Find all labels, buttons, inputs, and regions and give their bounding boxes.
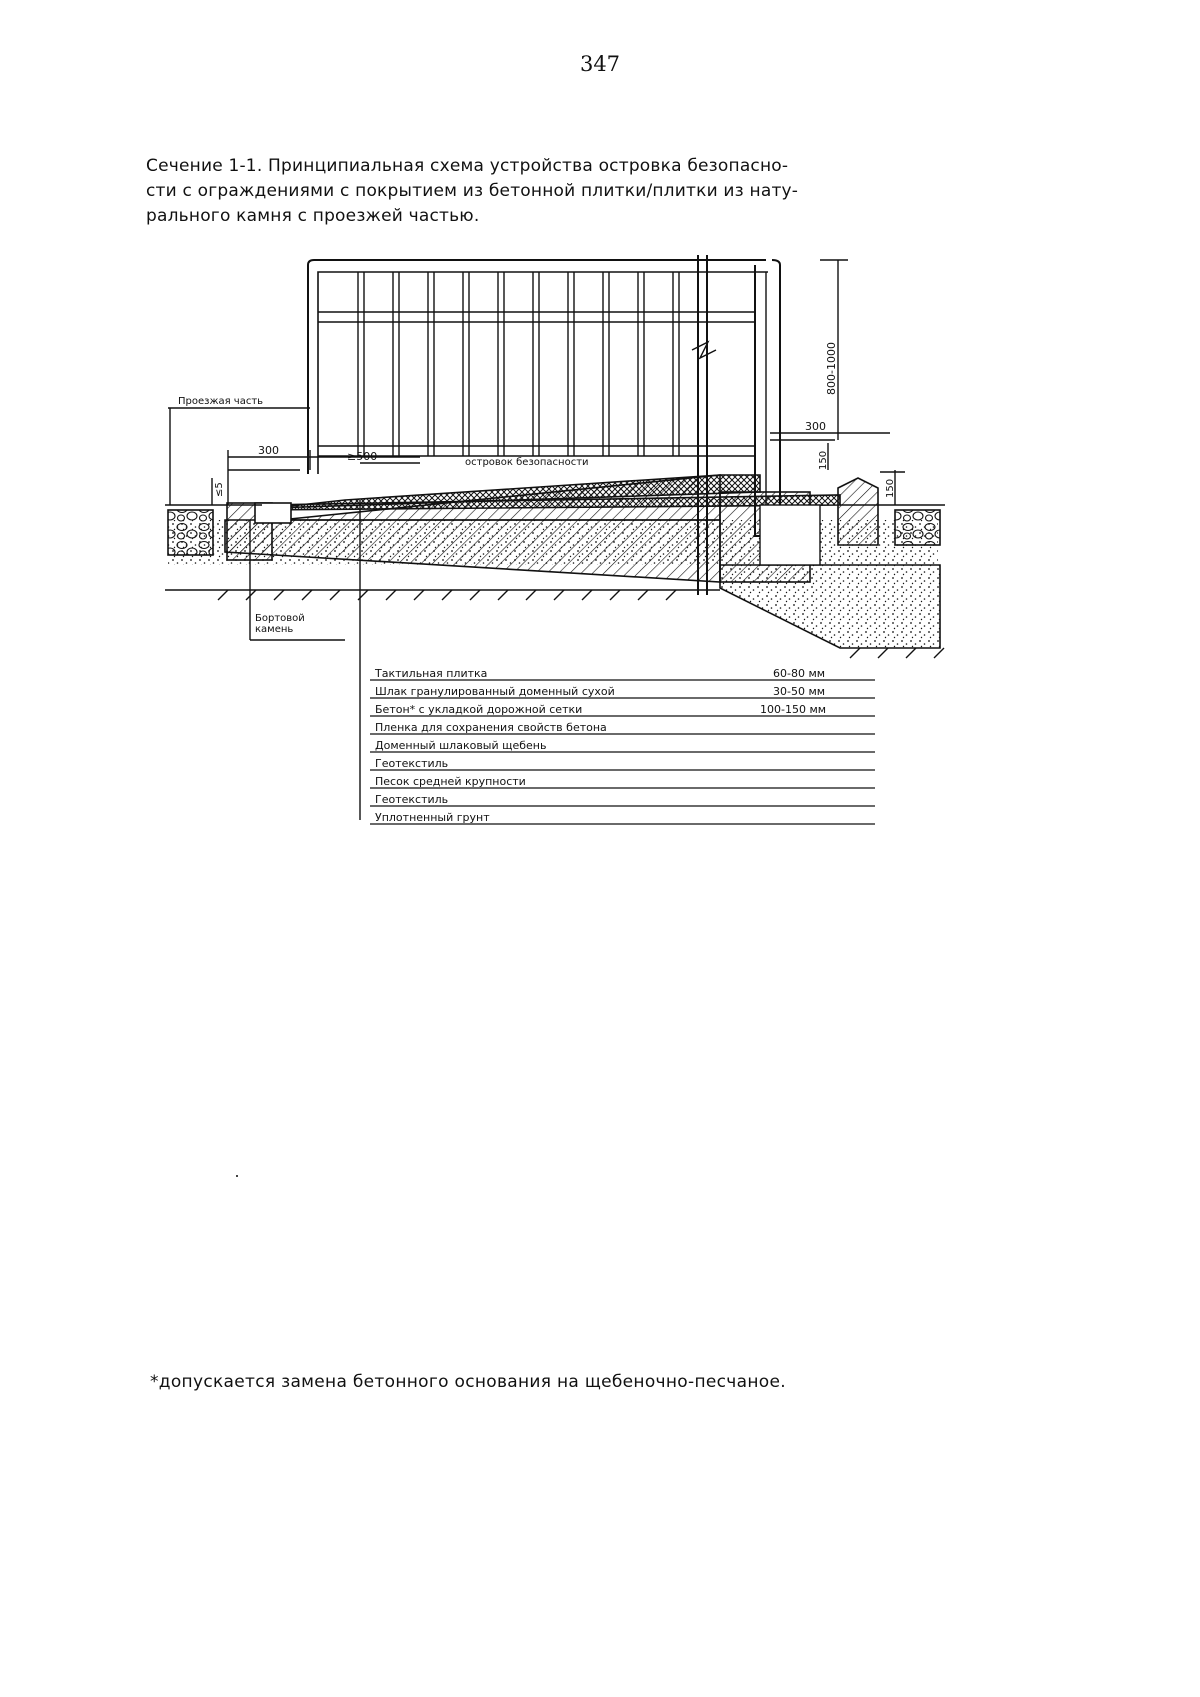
- layer-name: Уплотненный грунт: [375, 811, 490, 824]
- caption-line-1: Сечение 1-1. Принципиальная схема устройства островка безопасно-: [146, 156, 789, 176]
- page-number: 347: [579, 52, 621, 76]
- dim-800-1000: 800-1000: [825, 342, 838, 395]
- dim-300-left: 300: [258, 444, 279, 457]
- label-curb-line-1: Бортовой: [255, 613, 305, 624]
- dim-150-b: 150: [885, 478, 896, 498]
- layer-name: Геотекстиль: [375, 757, 449, 770]
- layer-name: Тактильная плитка: [375, 667, 488, 680]
- layer-name: Песок средней крупности: [375, 775, 526, 788]
- dim-150-a: 150: [818, 450, 829, 470]
- layer-thickness: 100-150 мм: [760, 703, 827, 716]
- label-curb-line-2: камень: [255, 624, 294, 635]
- dim-small: ≤5: [214, 482, 225, 497]
- caption-line-3: рального камня с проезжей частью.: [146, 206, 480, 226]
- dim-300-right: 300: [805, 420, 826, 433]
- dim-2500: ≥500: [347, 450, 378, 463]
- layer-thickness: 60-80 мм: [773, 667, 826, 680]
- label-roadway: Проезжая часть: [178, 396, 264, 407]
- layer-legend: [370, 667, 875, 824]
- layer-thickness: 30-50 мм: [773, 685, 826, 698]
- stray-mark: [236, 1175, 238, 1177]
- footnote: *допускается замена бетонного основания на щебеночно-песчаное.: [150, 1372, 786, 1392]
- layer-name: Шлак гранулированный доменный сухой: [375, 685, 615, 698]
- caption-line-2: сти с ограждениями с покрытием из бетонной плитки/плитки из нату-: [146, 181, 799, 201]
- layer-name: Пленка для сохранения свойств бетона: [375, 721, 607, 734]
- layer-name: Геотекстиль: [375, 793, 449, 806]
- label-island: островок безопасности: [465, 457, 589, 468]
- layer-name: Доменный шлаковый щебень: [375, 739, 547, 752]
- layer-name: Бетон* с укладкой дорожной сетки: [375, 703, 583, 716]
